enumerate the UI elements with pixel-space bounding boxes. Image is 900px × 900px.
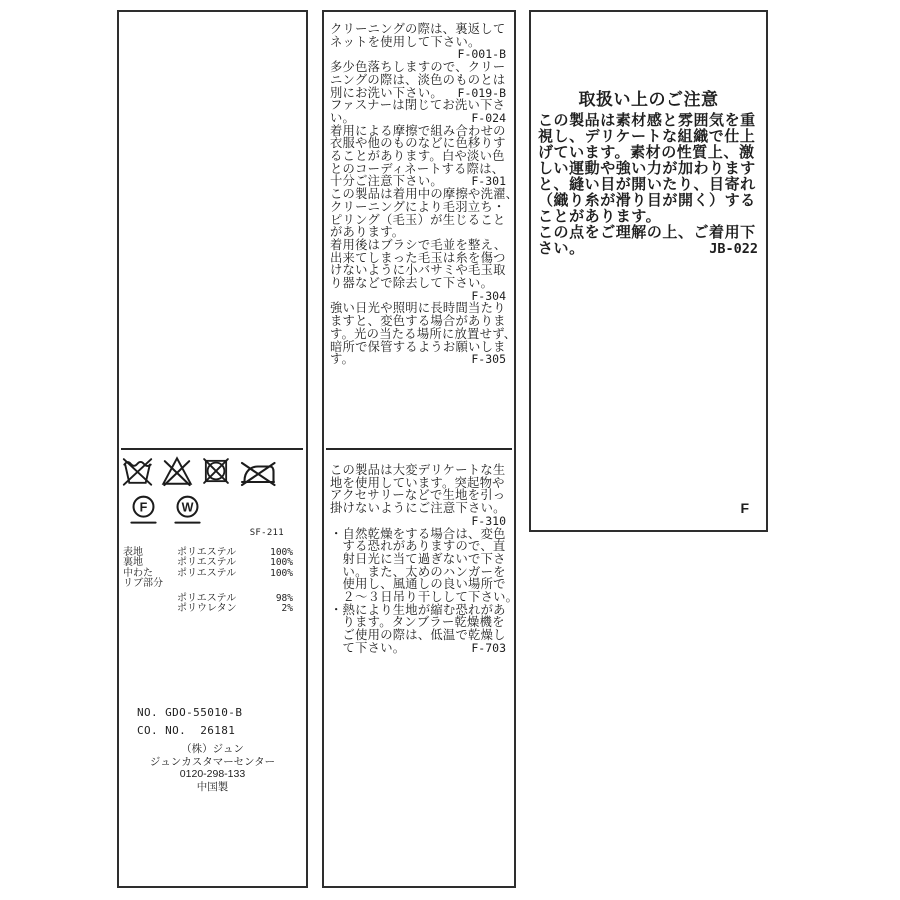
care-text-line <box>330 201 506 214</box>
care-text-line <box>330 642 506 655</box>
maker-info-block <box>119 743 306 793</box>
line-text: 掛けないようにご注意下さい。 <box>330 501 506 516</box>
composition-part-label: 表地 <box>123 547 143 558</box>
care-text-line <box>330 326 517 341</box>
line-text: この点をご理解の上、ご着用下 <box>538 224 756 241</box>
care-text-line <box>330 590 519 605</box>
left-tag-divider <box>121 448 303 450</box>
line-text: とのコーディネートする際は、 <box>330 161 505 176</box>
line-text: ります。タンブラー乾燥機を <box>330 615 505 630</box>
line-text: 使用し、風通しの良い場所で <box>330 577 506 592</box>
line-text: （織り糸が滑り目が開く）する <box>538 192 756 209</box>
notes-text-line <box>538 145 758 161</box>
line-code: JB-022 <box>709 241 758 257</box>
line-text: 別にお洗い下さい。 <box>330 85 443 100</box>
care-text-line <box>330 515 506 528</box>
composition-material: ポリエステル <box>177 547 237 558</box>
composition-material: ポリエステル <box>177 592 237 604</box>
line-text: ることがあります。白や淡い色 <box>330 149 505 164</box>
wet-clean-letter: W <box>181 500 194 515</box>
do-not-iron-icon <box>239 454 277 488</box>
composition-material: ポリエステル <box>177 557 237 569</box>
composition-table <box>123 548 293 614</box>
line-text: さい。 <box>538 240 585 257</box>
care-text-line <box>330 464 506 477</box>
notes-text-line <box>538 193 758 209</box>
composition-row <box>123 579 293 589</box>
line-text: り器などで除去して下さい。 <box>330 276 494 291</box>
composition-material: ポリウレタン <box>177 603 237 615</box>
composition-percent: 2% <box>281 603 293 615</box>
maker-info-line: （株）ジュン <box>181 743 244 755</box>
composition-material: ポリエステル <box>177 567 237 579</box>
composition-part-label: リブ部分 <box>123 578 163 590</box>
composition-percent: 100% <box>270 547 293 558</box>
do-not-bleach-icon <box>161 454 193 488</box>
care-text-line <box>330 239 506 252</box>
line-text: げています。素材の性質上、激 <box>538 144 755 161</box>
line-text: 射日光に当て過ぎないで下さ <box>330 551 506 566</box>
line-code: F-001-B <box>457 47 506 62</box>
care-text-line <box>330 187 519 202</box>
line-text: ・熱により生地が縮む恐れがあ <box>330 602 506 617</box>
line-text: ご使用の際は、低温で乾燥し <box>330 628 506 643</box>
maker-info-line: 中国製 <box>196 780 229 793</box>
composition-percent <box>247 579 293 589</box>
line-code: F-305 <box>471 352 506 367</box>
dry-clean-letter: F <box>139 500 148 515</box>
line-text: ことがあります。 <box>538 208 662 225</box>
line-text: 衣服や他のものなどに色移りす <box>330 136 506 151</box>
line-text: と、縫い目が開いたり、目寄れ <box>538 176 756 193</box>
line-text: 地を使用しています。突起物や <box>330 475 505 490</box>
line-code: F-301 <box>471 174 506 189</box>
care-instructions-tag <box>322 10 519 888</box>
handling-notes-body <box>538 113 758 257</box>
care-text-line <box>330 61 506 74</box>
style-code: SF-211 <box>249 528 284 538</box>
line-text: アクセサリーなどで生地を引っ <box>330 488 506 503</box>
notes-text-line <box>538 225 758 241</box>
care-text-line <box>330 629 506 642</box>
care-text-line <box>330 74 506 87</box>
line-text: 視し、デリケートな組織で仕上 <box>538 128 756 145</box>
care-text-line <box>330 502 506 515</box>
composition-material <box>177 579 247 589</box>
line-text: い。また、太めのハンガーを <box>330 564 506 579</box>
item-number: NO. GDO-55010-B <box>137 706 243 719</box>
line-text: ネットを使用して下さい。 <box>330 34 481 49</box>
line-text: があります。 <box>330 225 405 240</box>
line-text: ２～３日吊り干しして下さい。 <box>330 590 519 605</box>
composition-part-label <box>123 604 177 614</box>
dry-clean-petroleum-icon <box>129 495 158 526</box>
composition-part-label: 中わた <box>123 567 153 579</box>
line-text: ますと、変色する場合がありま <box>330 314 506 329</box>
maker-info-line: ジュンカスタマーセンター <box>149 755 276 768</box>
care-text-line <box>330 315 506 328</box>
line-text: 出来てしまった毛玉は糸を傷つ <box>330 250 506 265</box>
care-text-line <box>330 353 506 366</box>
care-text-line <box>330 277 506 290</box>
composition-part-label: 裏地 <box>123 557 143 569</box>
line-text: する恐れがありますので、直 <box>330 539 506 554</box>
line-text: この製品は素材感と雰囲気を重 <box>538 112 756 129</box>
line-text: この製品は着用中の摩擦や洗濯、 <box>330 187 519 202</box>
line-text: 着用後はブラシで毛並を整え、 <box>330 237 507 252</box>
line-text: 暗所で保管するようお願いしま <box>330 339 506 354</box>
maker-info-line: 0120-298-133 <box>179 768 246 780</box>
care-text-line <box>330 553 506 566</box>
line-text: 多少色落ちしますので、クリー <box>330 60 506 75</box>
line-text: しい運動や強い力が加わります <box>538 160 756 177</box>
line-text: ニングの際は、淡色のものとは <box>330 72 506 87</box>
line-text: ピリング（毛玉）が生じること <box>330 212 506 227</box>
line-text: 十分ご注意下さい。 <box>330 174 443 189</box>
line-code: F-310 <box>471 513 506 528</box>
composition-percent: 100% <box>270 557 293 569</box>
notes-text-line <box>538 209 758 225</box>
notes-text-line <box>538 161 758 177</box>
notes-text-line <box>538 241 758 257</box>
do-not-wash-icon <box>122 454 153 488</box>
line-code: F-304 <box>471 288 506 303</box>
composition-percent: 98% <box>275 592 293 604</box>
composition-percent: 100% <box>270 567 293 579</box>
wet-clean-icon <box>173 495 202 526</box>
line-text: クリーニングの際は、裏返して <box>330 22 506 36</box>
line-text: けないように小バサミや毛玉取 <box>330 263 506 278</box>
care-instructions-lower <box>330 463 519 655</box>
care-text-line <box>330 112 506 125</box>
line-text: クリーニングにより毛羽立ち・ <box>330 199 506 214</box>
line-code: F-019-B <box>457 85 506 100</box>
middle-tag-divider <box>326 448 512 450</box>
line-text: す。 <box>330 352 355 367</box>
company-number: CO. NO. 26181 <box>137 724 236 737</box>
line-code: F-703 <box>471 640 506 655</box>
line-text: 強い日光や照明に長時間当たり <box>330 301 506 316</box>
line-text: い。 <box>330 110 356 125</box>
do-not-tumble-dry-icon <box>201 454 231 488</box>
care-symbols-row <box>122 454 277 488</box>
line-text: ・自然乾燥をする場合は、変色 <box>330 526 506 541</box>
composition-part-label <box>123 594 177 604</box>
handling-notes-tag <box>529 10 768 532</box>
wash-care-tag <box>117 10 308 888</box>
care-instructions-upper <box>330 22 519 367</box>
notes-text-line <box>538 129 758 145</box>
line-text: て下さい。 <box>330 640 406 655</box>
handling-notes-title: 取扱い上のご注意 <box>578 90 719 109</box>
line-text: この製品は大変デリケートな生 <box>330 463 506 477</box>
notes-text-line <box>538 113 758 129</box>
notes-text-line <box>538 177 758 193</box>
line-text: 着用による摩擦で組み合わせの <box>330 123 506 138</box>
line-code: F-024 <box>471 110 506 125</box>
dry-cleaning-symbols-row <box>129 495 202 526</box>
care-text-line <box>330 150 506 163</box>
line-text: す。光の当たる場所に放置せず、 <box>330 326 517 341</box>
composition-row <box>123 604 293 614</box>
size-mark: F <box>740 500 749 516</box>
line-text: ファスナーは閉じてお洗い下さ <box>330 98 506 113</box>
care-text-line <box>330 23 506 36</box>
